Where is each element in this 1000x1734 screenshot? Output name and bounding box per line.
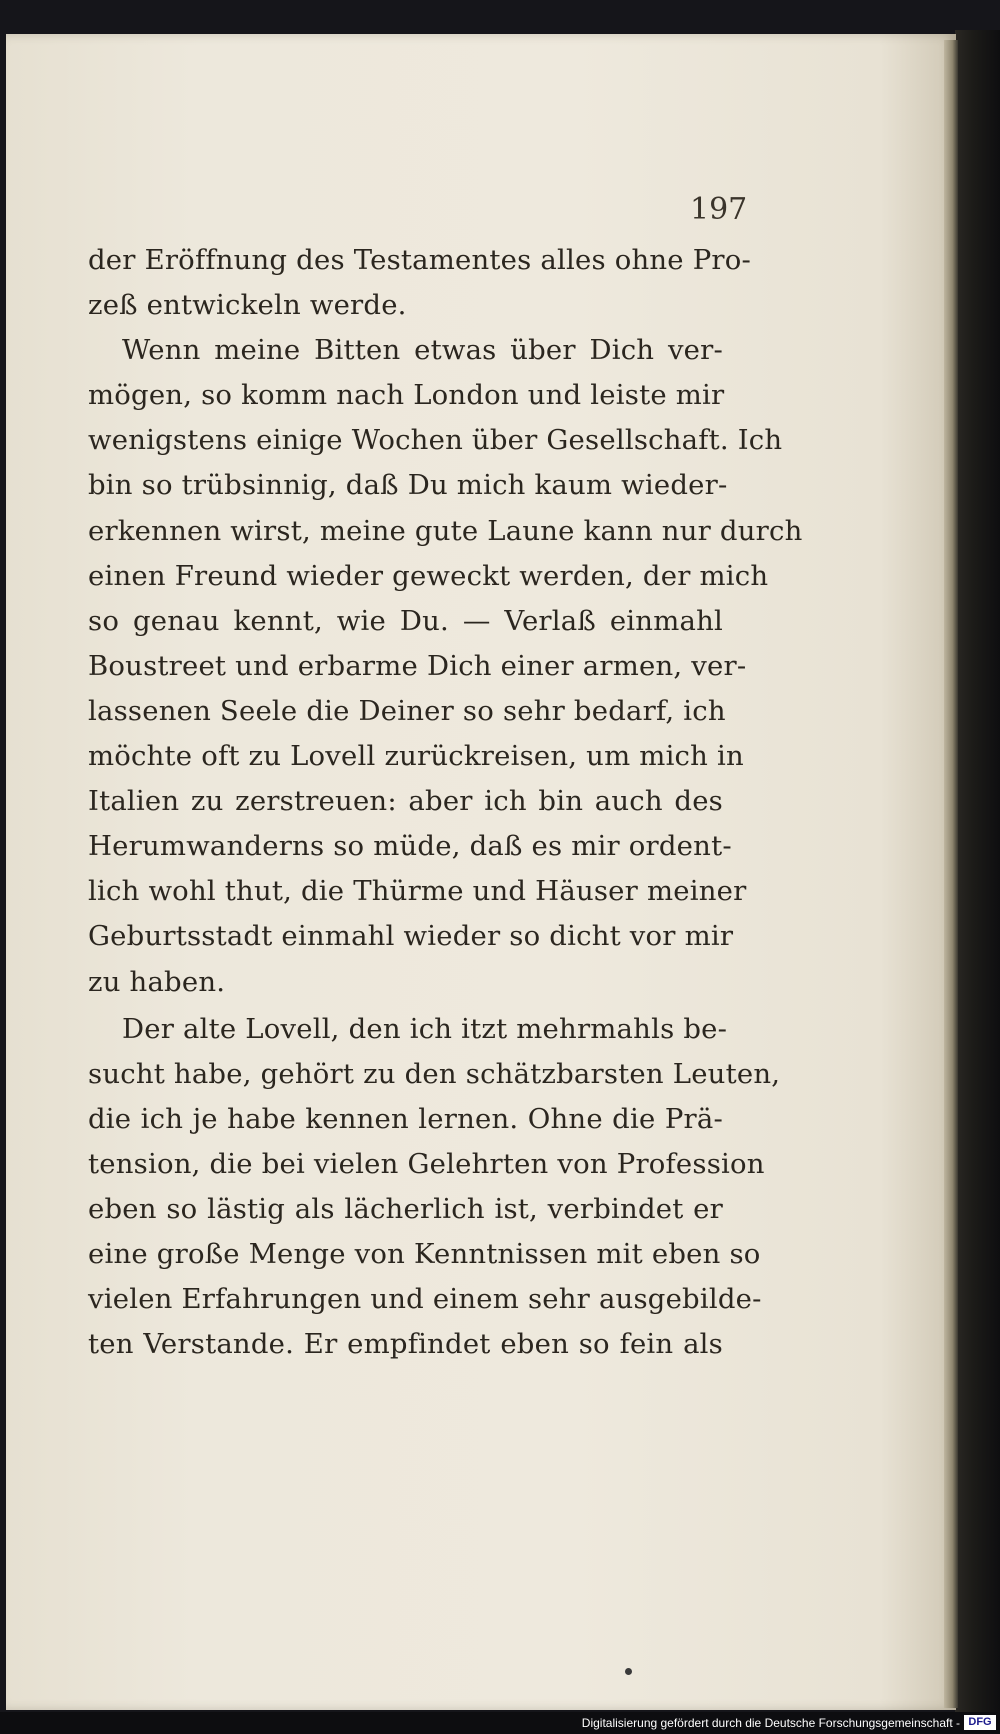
text-line: einen Freund wieder geweckt werden, der mich: [88, 559, 769, 592]
text-line: Geburtsstadt einmahl wieder so dicht vor mir: [88, 920, 734, 953]
text-line: Boustreet und erbarme Dich einer armen, ver-: [88, 649, 747, 682]
text-line: wenigstens einige Wochen über Gesellschaft. Ich: [88, 424, 783, 457]
text-line: Italien zu zerstreuen: aber ich bin auch des: [88, 785, 723, 818]
text-line: eben so lästig als lächerlich ist, verbindet er: [88, 1192, 723, 1225]
text-line: erkennen wirst, meine gute Laune kann nur durch: [88, 514, 803, 547]
book-background-edge: [955, 30, 1000, 1720]
text-line: so genau kennt, wie Du. — Verlaß einmahl: [88, 604, 723, 637]
text-line: möchte oft zu Lovell zurückreisen, um mich in: [88, 740, 744, 773]
page-edge: [944, 40, 958, 1708]
text-line: zeß entwickeln werde.: [88, 289, 407, 322]
text-line: der Eröffnung des Testamentes alles ohne Pro-: [88, 244, 751, 276]
text-line: bin so trübsinnig, daß Du mich kaum wieder-: [88, 469, 728, 502]
text-line: tension, die bei vielen Gelehrten von Profession: [88, 1147, 765, 1180]
text-line: ten Verstande. Er empfindet eben so fein als: [88, 1328, 723, 1361]
footer-credit: Digitalisierung gefördert durch die Deutsche Forschungsgemeinschaft -: [581, 1716, 960, 1730]
text-line: sucht habe, gehört zu den schätzbarsten Leuten,: [88, 1057, 781, 1090]
page-number: 197: [690, 192, 748, 227]
text-line: lassenen Seele die Deiner so sehr bedarf, ich: [88, 694, 726, 727]
text-line: die ich je habe kennen lernen. Ohne die Prä-: [88, 1102, 723, 1135]
text-line: mögen, so komm nach London und leiste mir: [88, 379, 725, 412]
dfg-logo-icon: DFG: [964, 1715, 996, 1730]
page-text: [88, 238, 803, 1367]
footer-bar: [0, 1712, 1000, 1734]
text-line: lich wohl thut, die Thürme und Häuser meiner: [88, 875, 747, 908]
text-line: eine große Menge von Kenntnissen mit eben so: [88, 1238, 761, 1271]
text-line: Der alte Lovell, den ich itzt mehrmahls be-: [122, 1012, 728, 1045]
text-line: zu haben.: [88, 965, 226, 998]
text-line: Herumwanderns so müde, daß es mir ordent-: [88, 830, 732, 863]
ink-spot: [625, 1668, 632, 1675]
text-line: Wenn meine Bitten etwas über Dich ver-: [122, 334, 723, 367]
text-line: vielen Erfahrungen und einem sehr ausgebilde-: [88, 1283, 762, 1316]
